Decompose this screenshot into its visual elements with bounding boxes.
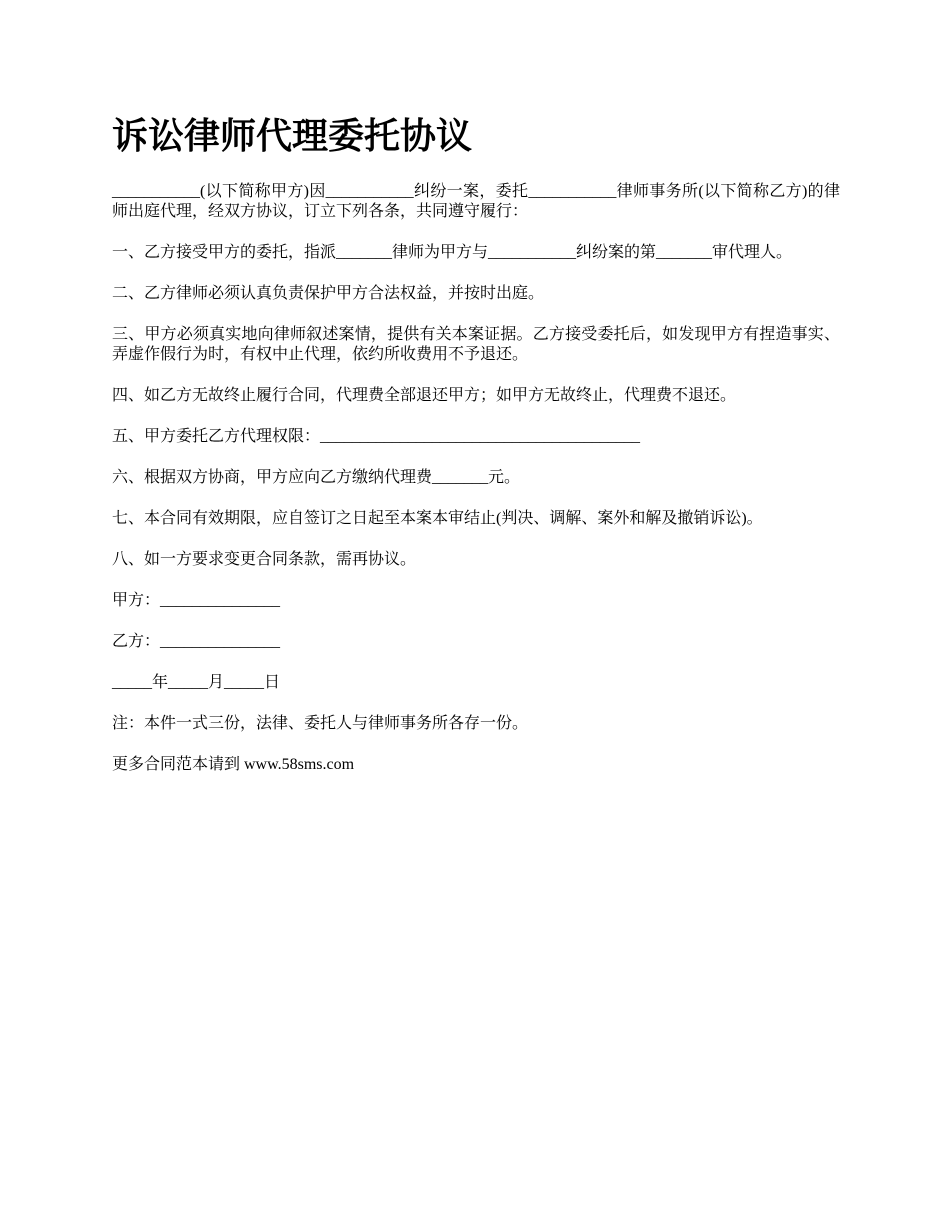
clause-7: 七、本合同有效期限，应自签订之日起至本案本审结止(判决、调解、案外和解及撤销诉讼)。	[112, 510, 763, 527]
intro-paragraph: ___________(以下简称甲方)因___________纠纷一案，委托___________律师事务所(以下简称乙方)的律师出庭代理，经双方协议，订立下列各条，共同遵守履行：	[112, 183, 840, 220]
more-templates-note: 更多合同范本请到 www.58sms.com	[112, 756, 355, 773]
date-line: _____年_____月_____日	[112, 674, 281, 691]
clause-3: 三、甲方必须真实地向律师叙述案情，提供有关本案证据。乙方接受委托后，如发现甲方有捏造事实、弄虚作假行为时，有权中止代理，依约所收费用不予退还。	[112, 326, 840, 363]
party-a-signature-line: 甲方：_______________	[112, 592, 281, 609]
document-title: 诉讼律师代理委托协议	[112, 116, 473, 157]
clause-5: 五、甲方委托乙方代理权限：________________________________________	[112, 428, 641, 445]
clause-8: 八、如一方要求变更合同条款，需再协议。	[112, 551, 417, 568]
party-b-signature-line: 乙方：_______________	[112, 633, 281, 650]
copies-note: 注：本件一式三份，法律、委托人与律师事务所各存一份。	[112, 715, 529, 732]
clause-1: 一、乙方接受甲方的委托，指派_______律师为甲方与___________纠纷案的第_______审代理人。	[112, 244, 793, 261]
clause-6: 六、根据双方协商，甲方应向乙方缴纳代理费_______元。	[112, 469, 521, 486]
document-body	[112, 182, 840, 796]
clause-2: 二、乙方律师必须认真负责保护甲方合法权益，并按时出庭。	[112, 285, 545, 302]
clause-4: 四、如乙方无故终止履行合同，代理费全部退还甲方；如甲方无故终止，代理费不退还。	[112, 387, 737, 404]
